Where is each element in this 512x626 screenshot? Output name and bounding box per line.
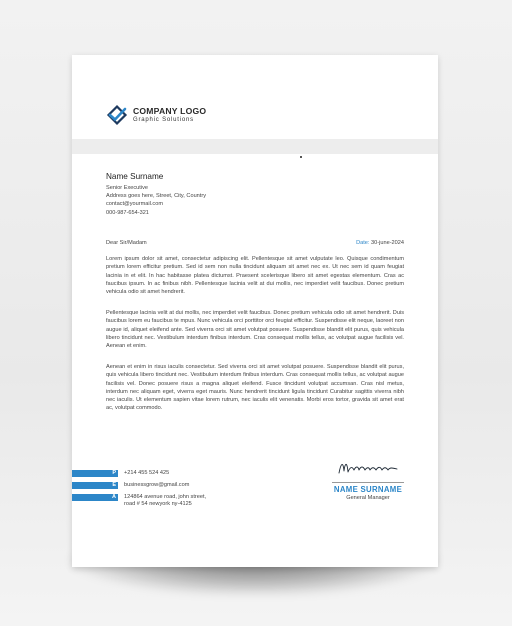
letter-date <box>356 240 404 246</box>
contact-bar <box>72 494 118 501</box>
recipient-block <box>106 172 206 217</box>
band-marker <box>300 156 302 158</box>
check-diamond-icon <box>106 104 128 126</box>
body-paragraph-1: Lorem ipsum dolor sit amet, consectetur adipiscing elit. Pellentesque sit amet vulputate leo. Quisque condimentum pretium lorem efficitur pretium. Sed id sem non nulla tincidunt aliquam sit amet nec ex. Ut nec sem id quam feugiat lacinia in et elit. In hac habitasse platea dictumst. Praesent scelerisque libero sit amet egestas elementum. Cras ac faucibus ipsum. In ac finibus nibh. Pellentesque lacinia velit at dui mollis, nec imperdiet velit faucibus. Donec pretium vehicula odio sit amet hendrerit. <box>106 256 404 296</box>
address-line-2: road # 54 newyork ny-4125 <box>124 501 192 507</box>
handwritten-signature <box>336 457 400 477</box>
email-letter-icon: E <box>112 482 116 488</box>
recipient-email: contact@yourmail.com <box>106 201 163 208</box>
body-paragraph-2: Pellentesque lacinia velit at dui mollis, nec imperdiet velit faucibus. Donec pretium vehicula odio sit amet hendrerit. Duis faucibus lorem eu faucibus te mpus. Nunc vehicula orci porttitor orci feugiat efficitur. Suspendisse elit neque, laoreet non augue id, aliquet eleifend ante. Sed viverra orci sit amet volutpat posuere. Suspendisse blandit elit purus, quis vehicula libero tincidunt nec. Vestibulum interdum finibus interdum. Cras consequat mollis tellus, ac volutpat augue facilisis vel. Aenean et enim. <box>106 310 404 350</box>
date-label: Date: <box>356 240 370 246</box>
contact-address <box>124 494 206 508</box>
address-line-1: 124864 avenue road, john street, <box>124 494 207 500</box>
footer-contacts <box>72 469 252 511</box>
recipient-name: Name Surname <box>106 172 164 181</box>
letterhead-page <box>72 55 438 567</box>
signature-line <box>332 482 404 483</box>
contact-address-row <box>72 493 252 509</box>
body-paragraph-3: Aenean et enim in risus iaculis consectetur. Sed viverra orci sit amet volutpat posuere. Suspendisse blandit elit purus, quis vehicula libero tincidunt nec. Vestibulum interdum finibus interdum. Cras consequat mollis tellus, ac volutpat augue facilisis vel. Donec posuere risus a magna aliquet eleifend. Fusce tincidunt volutpat accumsan. Cras nisl metus, interdum nec aliquam eget, viverra eget mauris. Nunc hendrerit tincidunt ligula tincidunt Curabitur sagittis viverra nibh nec iaculis. Ut elementum sapien vitae lorem rutrum, nec iaculis elit venenatis. Morbi eros tortor, gravida sit amet erat ac, volutpat commodo. <box>106 364 404 412</box>
contact-email-row <box>72 481 252 491</box>
header-band <box>72 139 438 154</box>
contact-phone-row <box>72 469 252 479</box>
recipient-phone: 000-987-654-321 <box>106 209 149 216</box>
contact-email: businessgrow@gmail.com <box>124 482 190 488</box>
recipient-title: Senior Executive <box>106 185 148 191</box>
company-logo <box>106 104 206 126</box>
signature-block <box>330 457 406 501</box>
signatory-name: NAME SURNAME <box>333 484 403 494</box>
phone-letter-icon: P <box>112 470 116 476</box>
greeting: Dear Sir/Madam <box>106 240 147 246</box>
signatory-role: General Manager <box>346 494 390 501</box>
contact-phone: +214 455 524 425 <box>124 470 170 476</box>
date-value: 30-june-2024 <box>371 240 404 246</box>
contact-bar <box>72 470 118 477</box>
contact-bar <box>72 482 118 489</box>
company-tagline: Graphic Solutions <box>133 116 194 123</box>
recipient-address: Address goes here, Street, City, Country <box>106 193 207 200</box>
company-name: COMPANY LOGO <box>133 105 207 116</box>
address-letter-icon: A <box>112 494 116 500</box>
